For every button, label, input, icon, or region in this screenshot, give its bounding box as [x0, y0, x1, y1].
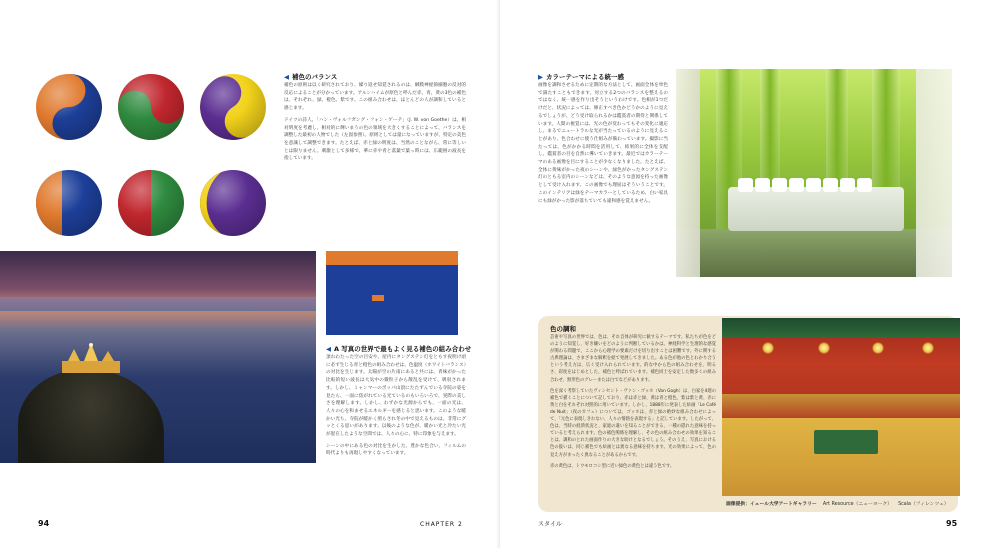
sidebar-title: 色の調和	[550, 325, 576, 333]
section-heading-color-theme: ▶ カラーテーマによる統一感	[538, 73, 624, 81]
sphere-yellow-purple-split	[200, 170, 266, 236]
complementary-body: 補色の原則は以く研究されており、繰り返せ知覚されるのは、網膜神経節細胞の反対的反応によることが分かっています。アルンハイムが原色と呼んだ赤、青、黄の3色の補色は、それぞれ、緑、橙色、紫です。この組み合わせは、ほとんどの人が調和していると感じます。 ドイツの詩人、「ハン・ヴォルフガング・フォン・ゲーテ」（J. W. von Goethe）は、相対明度を考慮し、相対的に輝いまうの色の領域を大きくすることによって、バランスを調整した最初の人物でした（左図参照）。原則としては量になっていますが、特定の美色を意識して調整できます。たとえば、赤と緑の明度は、当然のことながら、常に等しいとは限りません。刺激として多様で、華に赤や青と落葉で葉っ時には、広範囲の波長を指しています。	[284, 83, 466, 162]
sphere-red-green-split	[118, 170, 184, 236]
painting-le-cafe-de-nuit	[722, 318, 960, 496]
sphere-orange-blue-split	[36, 170, 102, 236]
triangle-left-icon: ◀	[326, 345, 331, 353]
photo-mount-popa-temple	[0, 251, 316, 463]
left-footer	[38, 519, 49, 528]
sphere-red-green-swirl	[118, 74, 184, 140]
page-number-right: 95	[946, 519, 958, 528]
color-theme-body: 画像を調和させるために定期的な方法として、画面全体を単色で満たすこともできます。対立する2つのバランスを整えるのではなく、統一感を作り出そうというわけです。色相が1つだけだと、状況によっては、修正すべき色かどうかのように見えるでしょうが、どう受け取られるかは鑑賞者の期待と関係しています。人間の視覚には、光の色が変わってもその変化に適応し、まるでニュートラルな光が当たっているのように見えることがあり、色合わせに使う仕組みが備わっています。撮影に当たっては、色がかかる時間を活用して、結果的に全体を支配し、鑑賞者の目を自然に導いていきます。最近ではカラーテーマのある画像を目にすることが少なくなりました。たとえば、全体に黄味がかった夜のシーンや、緑色がかったタングステン灯のともる室内のシーンなどは、そのような意図を持った画像として受け入れます。この画像でも理屈はそういうことです。このインテリアは緑をテーマカラーとしているため、白い家具にも緑がかった影が落ちていても違和感を覚えません。	[538, 83, 668, 204]
triangle-left-icon: ◀	[284, 73, 289, 81]
photo-green-interior	[676, 69, 952, 277]
right-page	[500, 0, 1000, 548]
sphere-yellow-purple-swirl	[200, 74, 266, 140]
chapter-label: CHAPTER 2	[420, 521, 463, 528]
page-number-left: 94	[38, 519, 50, 528]
section-heading-complementary: ◀ 補色のバランス	[284, 73, 338, 81]
photo-combo-body: 頂れわたった空の目安や、屋内にタングステン灯をともす夜明け頃に必ず生じる青と橙色の組み合わせは、色温度（ホワイトバランス）の対比を生じます。太陽が空の片南にあると共には、青味がかった比較的短い波長は大気中の微粒子から散乱を受けて、吸収されます。しかし、ミャンマーのポッパ山頂にたたずんでいる寺院の姿を見たら、一面に焦がれている光ているのもいろいろで、実際の美しさを理解します。しかし、わずかな光源からでも、一面の光は、人々の心を和ませるエネルギーを感じると思います。このような暖かい光ち、寺院が暖かく照らされ冬の中で見えるものは、非常にグッとくる思いがあります。以後のような色が、暖かい光と冷たい光が混在したような空間では、人々の心に、特に印象を与えます。 シーンの中にある色の対比を生かした、豊かな色合い、フィルムの時代よりも再現しやすくなっています。	[326, 355, 466, 457]
triangle-right-icon: ▶	[538, 73, 543, 81]
sidebar-body: 芸術や写真の世界では、色は、それ自体が研究に値するテーマです。私たちが色をどのように知覚し、好き嫌いをどのように判断しているかは、神経科学と生理的な感覚が関わる問題で、ここから心理学の要素だけを切り出すことは困難です。外に関する古典理論は、さまざまな解釈を経て発展してきました。ある色が他の色とわかり合うという考え方は、広く受け入れられています。的な中から色の組み合わせを、明るさ、彩度をはじめとした、補色と呼ばれています。補色同士を安定した数多くの組み合わせ、無形色のグレーまたは白でなどがあります。 色を深く考察していたヴィンセント・ヴァン・ゴッホ（Van Gogh）は、白家を4週の補色で描くことについて記しており、赤は赤と緑、黄は青と橙色、紫は紫と黄、赤に黄と白をそれぞれ対照的に用いています。しかし、1888年に発表した絵画「Le Café de Nuit」（夜のカフェ）については、ゴッホは、赤と緑の絶妙な組み合わせによって、「元色に表現しきれない、人々の情熱を表現する」と記しています。したがって、色は、当時の経済状況と、家庭の違いを知ることができる、一種の隠れた意味を持っていると考えられます。色の補色関係を理解し、その色の組み合わせの効果を知ることは、調和のとれた画面作りの大きな助けとなるでしょう。そのうえ、写真における色の扱いは、同じ補色でも絵画とは異なる意味を持ちます。光の効果によって、色の見え方がまったく異なることがあるからです。 赤の黄色は、トウモロコシ型に近い緑色の黄色とは違う色です。	[550, 335, 716, 469]
section-label: スタイル	[538, 521, 562, 528]
right-footer	[946, 519, 957, 528]
complementary-spheres-figure	[36, 74, 268, 242]
sphere-orange-blue-swirl	[36, 74, 102, 140]
blue-orange-swatch	[326, 251, 458, 335]
section-heading-photo-combo: ◀ A 写真の世界で最もよく見る補色の組み合わせ	[326, 345, 472, 353]
painting-caption: 画像提供：イェール大学アートギャラリー Art Resource（ニューヨーク） Scala（フィレンツェ）	[726, 502, 949, 507]
